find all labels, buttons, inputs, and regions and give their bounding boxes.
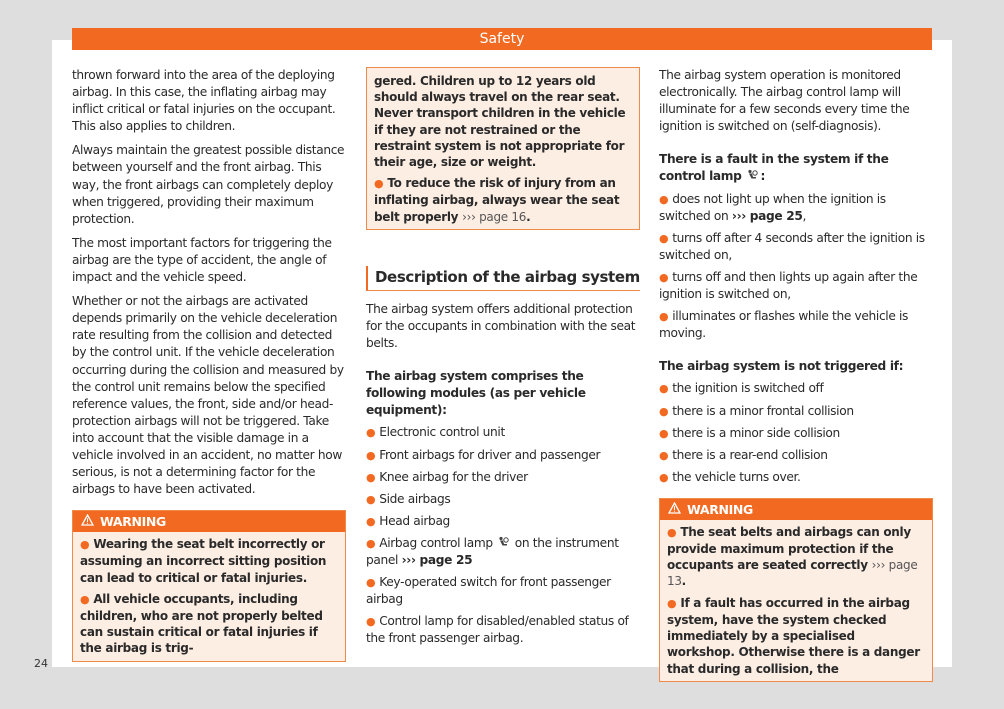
bullet-icon: ● (366, 576, 376, 590)
bullet-icon: ● (659, 382, 669, 396)
warning-item: ● The seat belts and airbags can only provide maximum protection if the occupants are seated correctly ››› page 13. (667, 524, 918, 589)
warning-item: ● To reduce the risk of injury from an inflating airbag, always wear the seat belt properly ››› page 16. (374, 176, 620, 224)
list-item: ● does not light up when the ignition is switched on ››› page 25, (659, 191, 886, 223)
list-item: ● turns off after 4 seconds after the ignition is switched on, (659, 230, 925, 262)
subheading: The airbag system is not triggered if: (659, 359, 904, 374)
section-header: Safety (72, 28, 932, 50)
bullet-icon: ● (366, 615, 376, 629)
bullet-icon: ● (659, 192, 669, 206)
bullet-icon: ● (659, 426, 669, 440)
page-link[interactable]: ››› page 13 (667, 558, 918, 589)
warning-text: gered. Children up to 12 years old should always travel on the rear seat. Never transport children in the vehicle if they are not restrained or the restraint system is not appropriate for their age, size or weight. (374, 74, 626, 170)
faults-list (659, 191, 933, 343)
paragraph: thrown forward into the area of the deploying airbag. In this case, the inflating airbag may inflict critical or fatal injuries on the occupant. This also applies to children. (72, 68, 336, 134)
bullet-icon: ● (80, 538, 90, 552)
bullet-icon: ● (80, 592, 90, 606)
list-item: ● there is a minor side collision (659, 425, 840, 440)
list-item: ● the vehicle turns over. (659, 469, 801, 484)
page-number: 24 (34, 657, 48, 670)
list-item: ● Control lamp for disabled/enabled status of the front passenger airbag. (366, 614, 629, 646)
bullet-icon: ● (366, 448, 376, 462)
list-item: ● the ignition is switched off (659, 381, 824, 396)
bullet-icon: ● (659, 470, 669, 484)
page-link[interactable]: ››› page 25 (401, 553, 473, 568)
modules-list (366, 424, 640, 647)
bullet-icon: ● (374, 177, 384, 191)
section-title: Description of the airbag system (366, 266, 640, 291)
warning-box (659, 498, 933, 682)
list-item: ● Head airbag (366, 513, 450, 528)
warning-triangle-icon (81, 511, 94, 532)
list-item: ● Electronic control unit (366, 425, 505, 440)
bullet-icon: ● (667, 596, 677, 610)
page-link[interactable]: ››› page 25 (731, 208, 803, 223)
bullet-icon: ● (659, 270, 669, 284)
warning-body (660, 520, 932, 681)
warning-header (660, 499, 932, 520)
list-item: ● Key-operated switch for front passenger airbag (366, 575, 611, 607)
subheading: The airbag system comprises the following modules (as per vehicle equipment): (366, 369, 586, 418)
column-3 (659, 67, 933, 682)
bullet-icon: ● (659, 231, 669, 245)
list-item: ● Front airbags for driver and passenger (366, 447, 601, 462)
paragraph: The most important factors for triggering the airbag are the type of accident, the angle of impact and the vehicle speed. (72, 235, 332, 285)
bullet-icon: ● (667, 525, 677, 539)
warning-box (72, 510, 346, 661)
bullet-icon: ● (366, 536, 376, 550)
paragraph: The airbag system offers additional protection for the occupants in combination with the seat belts. (366, 301, 636, 351)
warning-item: ● All vehicle occupants, including children, who are not properly belted can sustain critical or fatal injuries if the airbag is trig- (80, 591, 323, 656)
paragraph: Whether or not the airbags are activated depends primarily on the vehicle deceleration rate resulting from the collision and detected by the control unit. If the vehicle deceleration occurring during the collision and measured by the control unit remains below the specified reference values, the front, side and/or head-protection airbags will not be triggered. Take into account that the visible damage in a vehicle involved in an accident, no matter how serious, is not a determining factor for the airbags to have been activated. (72, 294, 344, 497)
warning-box-continued (366, 67, 640, 230)
paragraph: Always maintain the greatest possible distance between yourself and the front airbag. This way, the front airbags can completely deploy when triggered, providing their maximum protection. (72, 143, 345, 226)
warning-body (367, 68, 639, 229)
bullet-icon: ● (659, 448, 669, 462)
airbag-lamp-icon (747, 168, 758, 185)
warning-title: WARNING (687, 501, 753, 517)
column-2 (366, 67, 640, 653)
bullet-icon: ● (659, 404, 669, 418)
paragraph: The airbag system operation is monitored electronically. The airbag control lamp will illuminate for a few seconds every time the ignition is switched on (self-diagnosis). (659, 68, 910, 134)
not-triggered-list (659, 380, 933, 485)
list-item: ● Side airbags (366, 491, 451, 506)
list-item: ● Airbag control lamp on the instrument panel ››› page 25 (366, 535, 619, 568)
airbag-lamp-icon (498, 535, 509, 552)
warning-header (73, 511, 345, 532)
bullet-icon: ● (659, 310, 669, 324)
list-item: ● Knee airbag for the driver (366, 469, 528, 484)
bullet-icon: ● (366, 470, 376, 484)
warning-item: ● If a fault has occurred in the airbag system, have the system checked immediately by a specialised workshop. Otherwise there is a danger that during a collision, the (667, 595, 920, 676)
warning-body (73, 532, 345, 660)
list-item: ● there is a rear-end collision (659, 447, 828, 462)
bullet-icon: ● (366, 514, 376, 528)
list-item: ● illuminates or flashes while the vehicle is moving. (659, 309, 909, 341)
warning-title: WARNING (100, 514, 166, 530)
subheading: There is a fault in the system if the control lamp : (659, 151, 933, 185)
page-link[interactable]: ››› page 16 (462, 209, 527, 224)
warning-item: ● Wearing the seat belt incorrectly or assuming an incorrect sitting position can lead to critical or fatal injuries. (80, 537, 327, 585)
warning-triangle-icon (668, 499, 681, 520)
column-1 (72, 67, 346, 662)
list-item: ● there is a minor frontal collision (659, 403, 854, 418)
bullet-icon: ● (366, 426, 376, 440)
bullet-icon: ● (366, 492, 376, 506)
list-item: ● turns off and then lights up again after the ignition is switched on, (659, 269, 918, 302)
